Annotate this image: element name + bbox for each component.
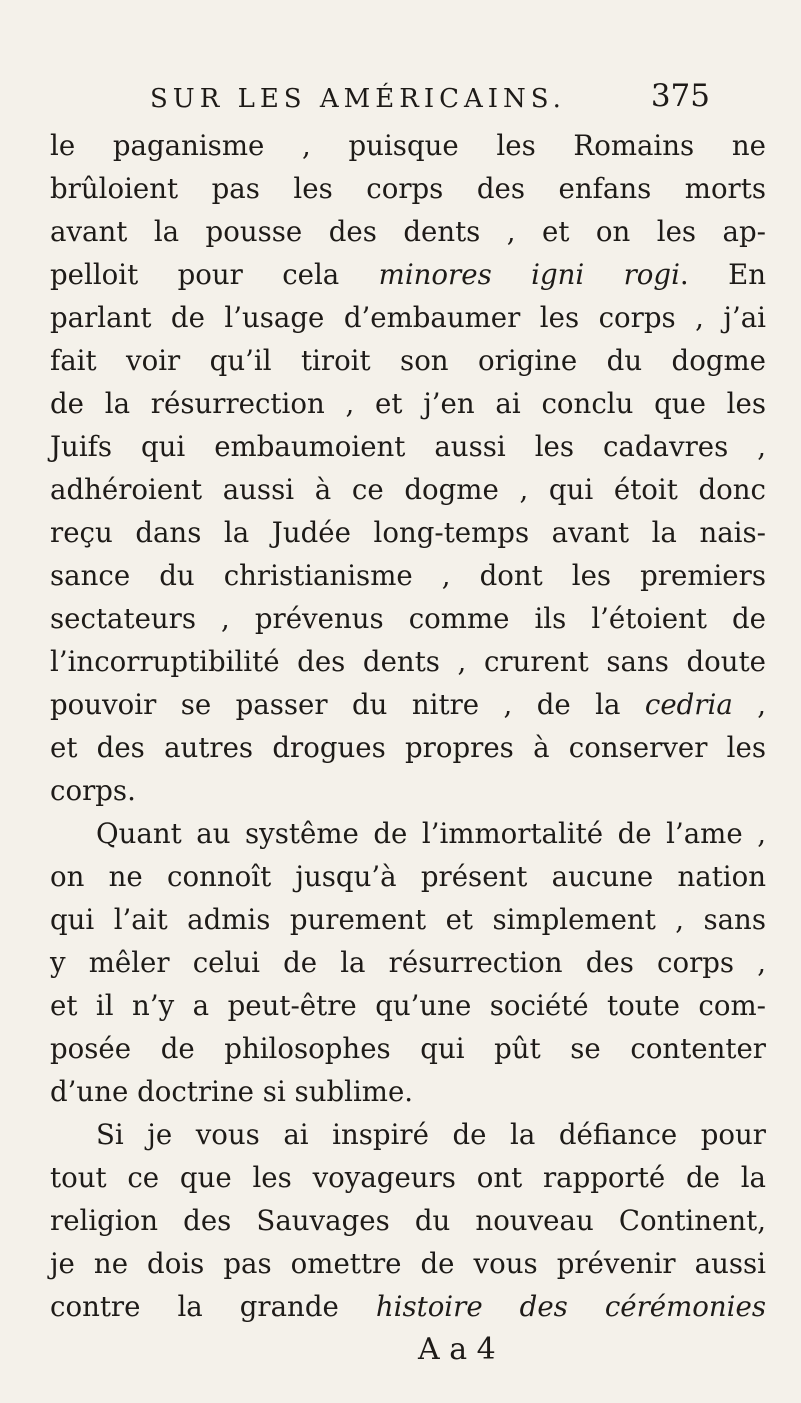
- text-line: [50, 554, 766, 597]
- page-number: 375: [650, 78, 710, 114]
- text-segment: A a 4: [418, 1332, 496, 1367]
- text-line: [50, 425, 766, 468]
- text-segment: pouvoir se passer du nitre , de la: [50, 688, 645, 721]
- text-line: [50, 812, 766, 855]
- text-line: [50, 468, 766, 511]
- text-segment: Si je vous ai inspiré de la défiance pour: [96, 1118, 766, 1151]
- running-head: SUR LES AMÉRICAINS.: [150, 84, 566, 114]
- text-segment: religion des Sauvages du nouveau Continent,: [50, 1204, 766, 1237]
- signature-mark: [50, 1328, 766, 1371]
- text-line: [50, 1027, 766, 1070]
- text-segment: pelloit pour cela: [50, 258, 379, 291]
- text-line: [50, 1242, 766, 1285]
- text-segment: et il n’y a peut-être qu’une société toute com-: [50, 989, 766, 1022]
- page-header: [150, 78, 710, 122]
- text-segment: brûloient pas les corps des enfans morts: [50, 172, 766, 205]
- text-segment: je ne dois pas omettre de vous prévenir aussi: [50, 1247, 766, 1280]
- text-segment: Juifs qui embaumoient aussi les cadavres ,: [50, 430, 766, 463]
- text-line: [50, 769, 766, 812]
- italic-phrase: minores igni rogi: [378, 258, 680, 291]
- text-segment: sance du christianisme , dont les premiers: [50, 559, 766, 592]
- text-segment: y mêler celui de la résurrection des corps ,: [50, 946, 766, 979]
- text-segment: et des autres drogues propres à conserver les: [50, 731, 766, 764]
- italic-phrase: cedria: [644, 688, 733, 721]
- text-line: [50, 640, 766, 683]
- text-segment: reçu dans la Judée long-temps avant la nais-: [50, 516, 766, 549]
- text-line: [50, 296, 766, 339]
- text-segment: fait voir qu’il tiroit son origine du dogme: [50, 344, 766, 377]
- italic-phrase: histoire des cérémonies: [375, 1290, 767, 1323]
- text-line: [50, 1199, 766, 1242]
- text-line: [50, 1070, 766, 1113]
- text-line: [50, 210, 766, 253]
- text-segment: tout ce que les voyageurs ont rapporté de la: [50, 1161, 766, 1194]
- text-segment: d’une doctrine si sublime.: [50, 1075, 414, 1108]
- body-text: [50, 124, 766, 1371]
- text-segment: avant la pousse des dents , et on les ap-: [50, 215, 766, 248]
- text-line: [50, 726, 766, 769]
- text-segment: l’incorruptibilité des dents , crurent sans doute: [50, 645, 766, 678]
- text-segment: on ne connoît jusqu’à présent aucune nation: [50, 860, 766, 893]
- text-line: [50, 167, 766, 210]
- text-line: [50, 124, 766, 167]
- text-line: [50, 898, 766, 941]
- text-line: [50, 1285, 766, 1328]
- text-line: [50, 1156, 766, 1199]
- text-segment: sectateurs , prévenus comme ils l’étoient de: [50, 602, 766, 635]
- text-line: [50, 855, 766, 898]
- text-segment: . En: [679, 258, 766, 291]
- text-line: [50, 941, 766, 984]
- text-line: [50, 597, 766, 640]
- text-segment: contre la grande: [50, 1290, 376, 1323]
- text-line: [50, 511, 766, 554]
- text-line: [50, 984, 766, 1027]
- text-line: [50, 339, 766, 382]
- text-segment: posée de philosophes qui pût se contenter: [50, 1032, 766, 1065]
- text-line: [50, 382, 766, 425]
- text-segment: Quant au systême de l’immortalité de l’ame ,: [96, 817, 766, 850]
- text-line: [50, 1113, 766, 1156]
- text-line: [50, 253, 766, 296]
- text-line: [50, 683, 766, 726]
- text-segment: corps.: [50, 774, 136, 807]
- text-segment: le paganisme , puisque les Romains ne: [50, 129, 766, 162]
- text-segment: qui l’ait admis purement et simplement , sans: [50, 903, 766, 936]
- text-segment: adhéroient aussi à ce dogme , qui étoit donc: [50, 473, 766, 506]
- text-segment: parlant de l’usage d’embaumer les corps , j’ai: [50, 301, 766, 334]
- text-segment: de la résurrection , et j’en ai conclu que les: [50, 387, 766, 420]
- text-segment: ,: [732, 688, 766, 721]
